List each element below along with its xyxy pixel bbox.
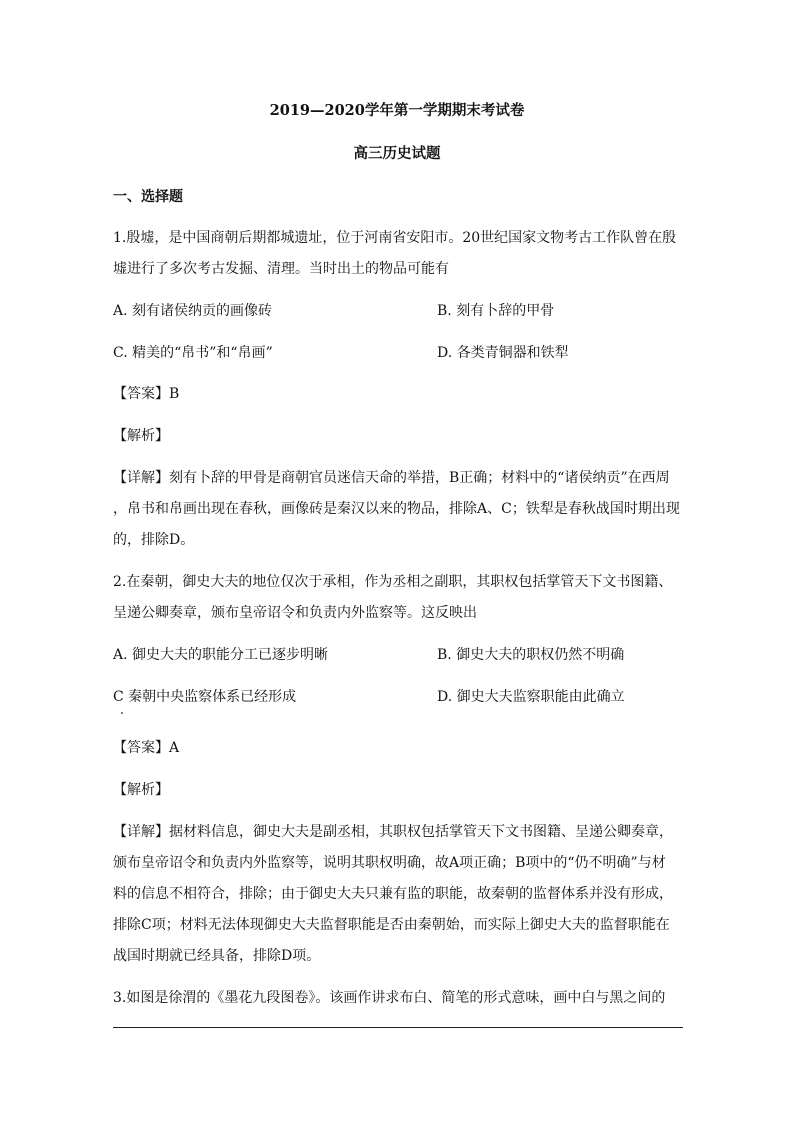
scan-speck <box>121 712 123 714</box>
q1-analysis-label: 【解析】 <box>113 428 169 444</box>
q2-analysis-label: 【解析】 <box>113 782 169 798</box>
q1-option-c: C. 精美的“帛书”和“帛画” <box>113 345 273 361</box>
q1-stem-line-1: 1.殷墟，是中国商朝后期都城遗址，位于河南省安阳市。20世纪国家文物考古工作队曾在殷 <box>113 230 677 246</box>
exam-title: 2019—2020学年第一学期期末考试卷 <box>269 102 525 119</box>
q1-option-a: A. 刻有诸侯纳贡的画像砖 <box>113 303 273 319</box>
q1-detail-line-2: ，帛书和帛画出现在春秋，画像砖是秦汉以来的物品，排除A、C；铁犁是春秋战国时期出现 <box>113 501 680 517</box>
q2-option-d: D. 御史大夫监察职能由此确立 <box>437 689 625 705</box>
q2-option-a: A. 御史大夫的职能分工已逐步明晰 <box>113 647 329 663</box>
q2-detail-line-1: 【详解】据材料信息，御史大夫是副丞相，其职权包括掌管天下文书图籍、呈递公卿奏章， <box>113 824 673 840</box>
page-bottom-rule <box>113 1027 683 1028</box>
q1-answer: 【答案】B <box>113 386 180 402</box>
q1-option-d: D. 各类青铜器和铁犁 <box>437 345 569 361</box>
q2-detail-line-2: 颁布皇帝诏令和负责内外监察等，说明其职权明确，故A项正确；B项中的“仍不明确”与材 <box>113 855 666 871</box>
q2-option-b: B. 御史大夫的职权仍然不明确 <box>437 647 625 663</box>
q1-detail-line-1: 【详解】刻有卜辞的甲骨是商朝官员迷信天命的举措，B正确；材料中的“诸侯纳贡”在西周 <box>113 470 670 486</box>
q2-answer: 【答案】A <box>113 740 180 756</box>
q1-stem-line-2: 墟进行了多次考古发掘、清理。当时出土的物品可能有 <box>113 261 449 277</box>
q3-stem-line-1: 3.如图是徐渭的《墨花九段图卷》。该画作讲求布白、简笔的形式意味，画中白与黑之间的 <box>113 990 666 1006</box>
exam-subtitle: 高三历史试题 <box>353 145 441 162</box>
q1-option-b: B. 刻有卜辞的甲骨 <box>437 303 555 319</box>
q2-detail-line-5: 战国时期就已经具备，排除D项。 <box>113 948 321 964</box>
q2-option-c: C 秦朝中央监察体系已经形成 <box>113 689 297 705</box>
q2-stem-line-2: 呈递公卿奏章，颁布皇帝诏令和负责内外监察等。这反映出 <box>113 605 477 621</box>
q2-detail-line-3: 料的信息不相符合，排除；由于御史大夫只兼有监的职能，故秦朝的监督体系并没有形成， <box>113 886 673 902</box>
q1-detail-line-3: 的，排除D。 <box>113 532 195 548</box>
section-heading: 一、选择题 <box>113 189 183 205</box>
q2-stem-line-1: 2.在秦朝，御史大夫的地位仅次于承相，作为丞相之副职，其职权包括掌管天下文书图籍、 <box>113 574 673 590</box>
q2-detail-line-4: 排除C项；材料无法体现御史大夫监督职能是否由秦朝始，而实际上御史大夫的监督职能在 <box>113 917 670 933</box>
